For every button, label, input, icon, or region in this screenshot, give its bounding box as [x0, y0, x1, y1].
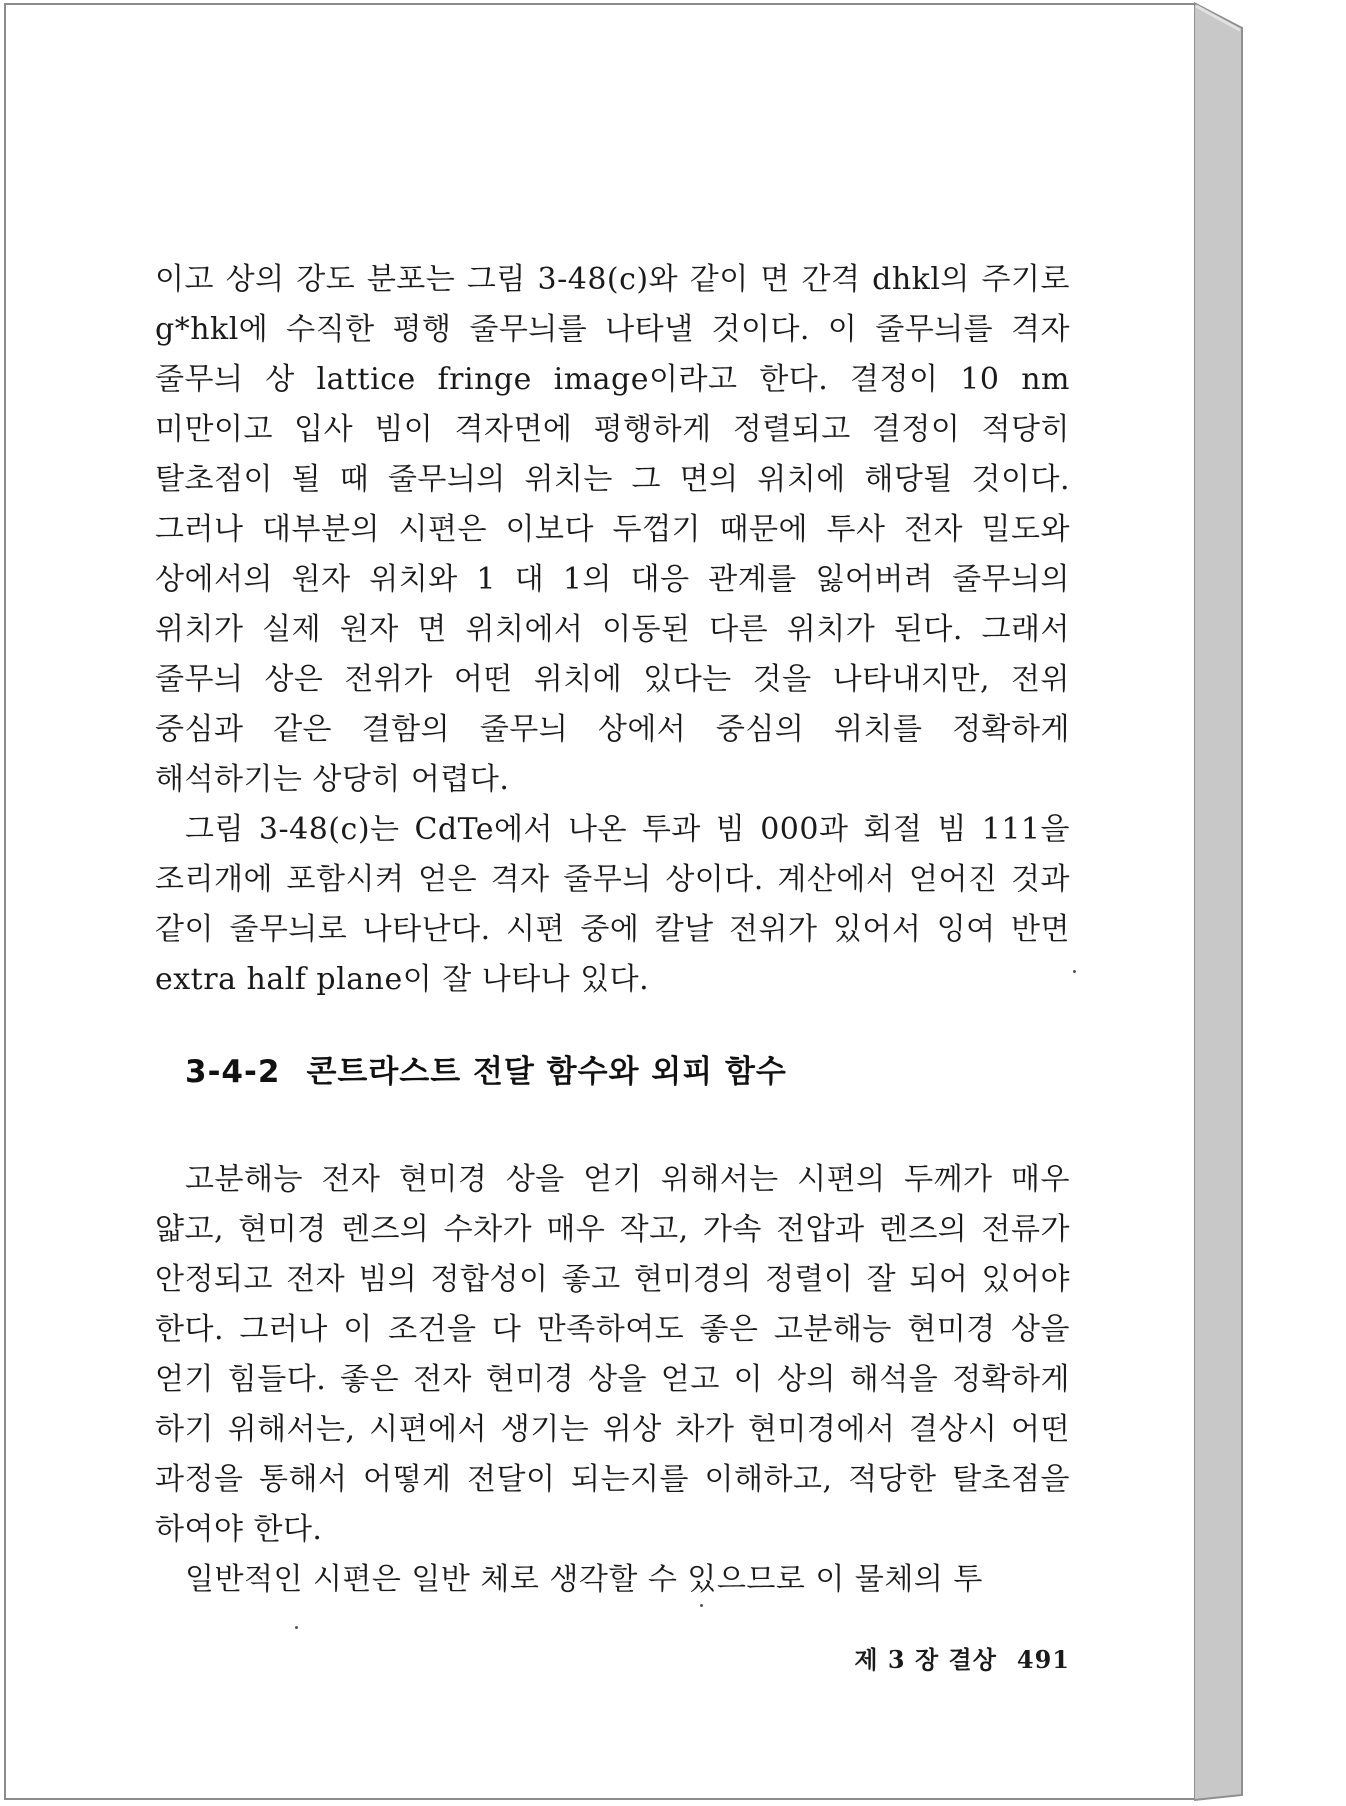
- paragraph-hrem-conditions: 고분해능 전자 현미경 상을 얻기 위해서는 시편의 두께가 매우 얇고, 현미경 렌즈의 수차가 매우 작고, 가속 전압과 렌즈의 전류가 안정되고 전자 빔의 정합성이 좋고 현미경의 정렬이 잘 되어 있어야 한다. 그러나 이 조건을 다 만족하여도 좋은 고분해능 현미경 상을 얻기 힘들다. 좋은 전자 현미경 상을 얻고 이 상의 해석을 정확하게 하기 위해서는, 시편에서 생기는 위상 차가 현미경에서 결상시 어떤 과정을 통해서 어떻게 전달이 되는지를 이해하고, 적당한 탈초점을 하여야 한다.: [155, 1162, 1070, 1547]
- page-footer: [820, 1640, 1070, 1675]
- section-heading: [185, 1047, 1070, 1097]
- section-title: 콘트라스트 전달 함수와 외피 함수: [306, 1054, 787, 1090]
- paragraph-lattice-fringe-intro: 이고 상의 강도 분포는 그림 3-48(c)와 같이 면 간격 dhkl의 주기로 g*hkl에 수직한 평행 줄무늬를 나타낼 것이다. 이 줄무늬를 격자 줄무늬 상 lattice fringe image이라고 한다. 결정이 10 nm 미만이고 입사 빔이 격자면에 평행하게 정렬되고 결정이 적당히 탈초점이 될 때 줄무늬의 위치는 그 면의 위치에 해당될 것이다. 그러나 대부분의 시편은 이보다 두껍기 때문에 투사 전자 밀도와 상에서의 원자 위치와 1 대 1의 대응 관계를 잃어버려 줄무늬의 위치가 실제 원자 면 위치에서 이동된 다른 위치가 된다. 그래서 줄무늬 상은 전위가 어떤 위치에 있다는 것을 나타내지만, 전위 중심과 같은 결함의 줄무늬 상에서 중심의 위치를 정확하게 해석하기는 상당히 어렵다.: [155, 262, 1070, 797]
- page-number: 491: [1016, 1645, 1070, 1674]
- paragraph-cdte-example: 그림 3-48(c)는 CdTe에서 나온 투과 빔 000과 회절 빔 111을 조리개에 포함시켜 얻은 격자 줄무늬 상이다. 계산에서 얻어진 것과 같이 줄무늬로 나타난다. 시편 중에 칼날 전위가 있어서 잉여 반면 extra half plane이 잘 나타나 있다.: [155, 812, 1070, 997]
- scan-speck: [700, 1604, 703, 1607]
- page-edge-icon: [1194, 0, 1250, 1806]
- chapter-label: 제 3 장 결상: [854, 1645, 997, 1674]
- section-number: 3-4-2: [185, 1054, 281, 1090]
- scan-speck: [295, 1626, 298, 1629]
- scan-speck: [1073, 970, 1076, 973]
- paragraph-general-specimen: 일반적인 시편은 일반 체로 생각할 수 있으므로 이 물체의 투: [185, 1562, 983, 1597]
- body-text: [155, 255, 1070, 1605]
